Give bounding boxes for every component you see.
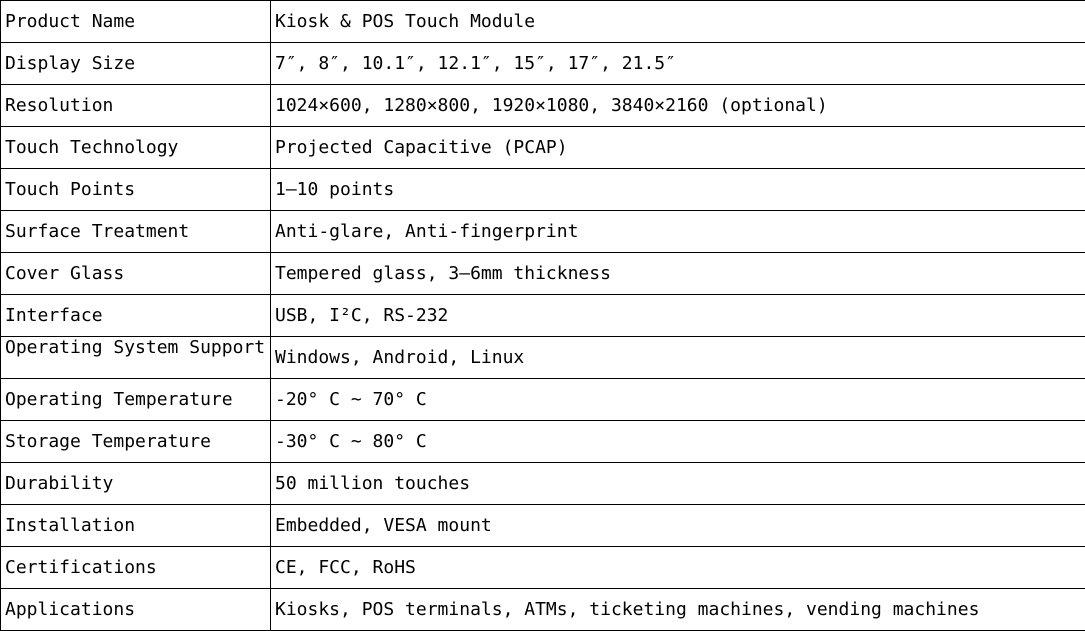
spec-value: 1–10 points [271, 169, 1085, 211]
spec-label: Display Size [1, 43, 271, 85]
spec-label: Interface [1, 295, 271, 337]
table-row [1, 211, 1085, 253]
table-row [1, 337, 1085, 379]
spec-value: -20° C ~ 70° C [271, 379, 1085, 421]
spec-label: Storage Temperature [1, 421, 271, 463]
spec-label: Surface Treatment [1, 211, 271, 253]
spec-value: Windows, Android, Linux [271, 337, 1085, 379]
spec-label: Cover Glass [1, 253, 271, 295]
table-row [1, 169, 1085, 211]
table-row [1, 127, 1085, 169]
spec-label: Operating System Support [5, 337, 266, 358]
spec-label-cell [1, 337, 271, 379]
table-row [1, 43, 1085, 85]
spec-label: Resolution [1, 85, 271, 127]
spec-label: Certifications [1, 547, 271, 589]
spec-label: Product Name [1, 1, 271, 43]
spec-value: CE, FCC, RoHS [271, 547, 1085, 589]
spec-value: Kiosk & POS Touch Module [271, 1, 1085, 43]
spec-value: 1024×600, 1280×800, 1920×1080, 3840×2160 (optional) [271, 85, 1085, 127]
spec-value: Anti-glare, Anti-fingerprint [271, 211, 1085, 253]
spec-value: -30° C ~ 80° C [271, 421, 1085, 463]
spec-value: Tempered glass, 3–6mm thickness [271, 253, 1085, 295]
spec-label: Durability [1, 463, 271, 505]
spec-value: 7″, 8″, 10.1″, 12.1″, 15″, 17″, 21.5″ [271, 43, 1085, 85]
table-row [1, 589, 1085, 631]
spec-value: Embedded, VESA mount [271, 505, 1085, 547]
spec-label: Installation [1, 505, 271, 547]
table-row [1, 253, 1085, 295]
spec-value: USB, I²C, RS-232 [271, 295, 1085, 337]
spec-label: Touch Technology [1, 127, 271, 169]
table-row [1, 547, 1085, 589]
spec-value: Projected Capacitive (PCAP) [271, 127, 1085, 169]
table-row [1, 463, 1085, 505]
table-row [1, 421, 1085, 463]
spec-label: Touch Points [1, 169, 271, 211]
table-row [1, 85, 1085, 127]
spec-label: Applications [1, 589, 271, 631]
spec-label: Operating Temperature [1, 379, 271, 421]
table-row [1, 379, 1085, 421]
spec-value: Kiosks, POS terminals, ATMs, ticketing machines, vending machines [271, 589, 1085, 631]
table-row [1, 505, 1085, 547]
spec-value: 50 million touches [271, 463, 1085, 505]
table-row [1, 1, 1085, 43]
table-row [1, 295, 1085, 337]
